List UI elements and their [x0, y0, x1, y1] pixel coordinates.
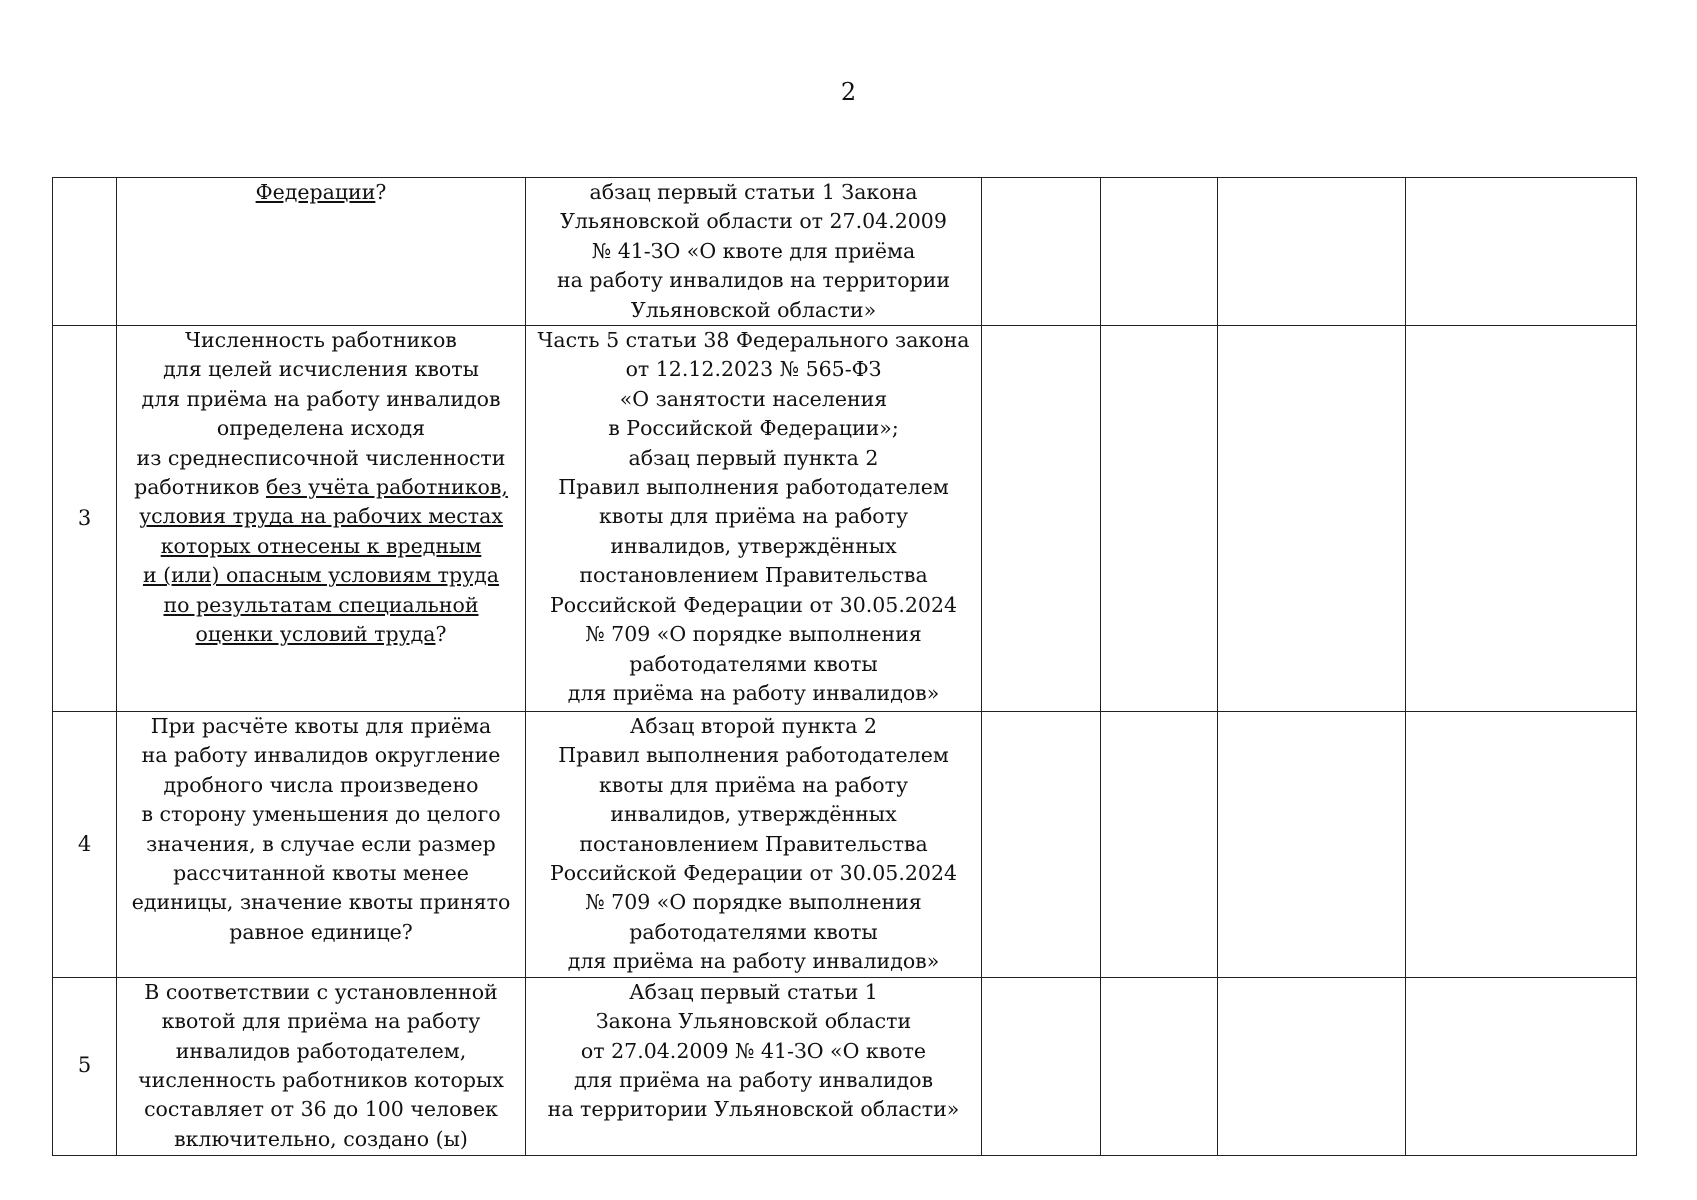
answer-cell	[982, 977, 1101, 1155]
answer-cell	[1101, 712, 1218, 978]
answer-cell	[1406, 326, 1637, 712]
table-row	[53, 326, 1637, 712]
question-line-text: значения, в случае если размер	[146, 831, 496, 856]
question-line	[121, 888, 521, 917]
question-line-text: Численность работников	[185, 328, 457, 353]
question-line-text: условия труда на рабочих местах	[139, 504, 503, 529]
question-line	[121, 859, 521, 888]
legal-basis-line: Ульяновской области»	[630, 297, 877, 322]
answer-cell	[1406, 178, 1637, 326]
legal-basis-line: Ульяновской области от 27.04.2009	[560, 209, 947, 234]
legal-basis-line: на территории Ульяновской области»	[547, 1097, 960, 1122]
question-line-text: и (или) опасным условиям труда	[142, 563, 500, 588]
question-line-text: Федерации	[255, 180, 376, 204]
answer-cell	[1406, 712, 1637, 978]
legal-basis-line: Закона Ульяновской области	[595, 1009, 912, 1034]
checklist-table	[52, 177, 1637, 1156]
legal-basis-line: № 709 «О порядке выполнения	[585, 622, 922, 647]
question-line-text: которых отнесены к вредным	[160, 533, 482, 558]
question-line-text: на работу инвалидов округление	[141, 743, 501, 768]
legal-basis-line: для приёма на работу инвалидов»	[567, 680, 940, 705]
question-cell	[117, 712, 526, 978]
question-line-text: В соответствии с установленной	[144, 979, 498, 1004]
legal-basis-line: Абзац второй пункта 2	[629, 714, 878, 739]
table-row	[53, 178, 1637, 326]
question-line	[121, 502, 521, 531]
legal-basis-line: Российской Федерации от 30.05.2024	[549, 861, 958, 886]
question-line	[121, 591, 521, 620]
question-line-text: единицы, значение квоты принято	[131, 890, 511, 915]
answer-cell	[1218, 977, 1406, 1155]
question-line	[121, 1007, 521, 1036]
question-line-text: численность работников которых	[138, 1067, 504, 1092]
question-line	[121, 473, 521, 502]
question-cell	[117, 977, 526, 1155]
question-line-text: дробного числа произведено	[163, 772, 479, 797]
question-line	[121, 1037, 521, 1066]
table-row	[53, 977, 1637, 1155]
row-number: 3	[53, 326, 117, 712]
answer-cell	[1406, 977, 1637, 1155]
legal-basis-cell	[526, 977, 982, 1155]
legal-basis-line: от 27.04.2009 № 41-ЗО «О квоте	[580, 1038, 927, 1063]
answer-cell	[1218, 712, 1406, 978]
question-line-suffix: ?	[435, 622, 447, 647]
question-line	[121, 1125, 521, 1154]
question-line	[121, 178, 521, 207]
question-line	[121, 978, 521, 1007]
question-line-text: определена исходя	[216, 416, 426, 441]
legal-basis-line: инвалидов, утверждённых	[610, 533, 897, 558]
question-line-text: для целей исчисления квоты	[163, 357, 479, 382]
row-number: 4	[53, 712, 117, 978]
question-line	[121, 712, 521, 741]
question-line	[121, 385, 521, 414]
legal-basis-cell	[526, 712, 982, 978]
legal-basis-line: в Российской Федерации»;	[608, 416, 899, 441]
legal-basis-line: Правил выполнения работодателем	[558, 475, 949, 500]
legal-basis-cell	[526, 326, 982, 712]
legal-basis-line: на работу инвалидов на территории	[556, 268, 951, 293]
legal-basis-line: постановлением Правительства	[579, 831, 928, 856]
legal-basis-line: Российской Федерации от 30.05.2024	[549, 592, 958, 617]
legal-basis-line: абзац первый пункта 2	[628, 445, 879, 470]
question-line	[121, 771, 521, 800]
question-line-text: по результатам специальной	[163, 592, 479, 617]
legal-basis-line: работодателями квоты	[629, 919, 878, 944]
question-line	[121, 741, 521, 770]
answer-cell	[982, 712, 1101, 978]
question-line	[121, 800, 521, 829]
question-line-text: При расчёте квоты для приёма	[150, 714, 492, 739]
legal-basis-line: для приёма на работу инвалидов	[574, 1067, 933, 1092]
answer-cell	[1101, 178, 1218, 326]
legal-basis-line: для приёма на работу инвалидов»	[567, 949, 940, 974]
question-line	[121, 326, 521, 355]
page-number: 2	[840, 78, 857, 106]
answer-cell	[1218, 326, 1406, 712]
legal-basis-line: Правил выполнения работодателем	[558, 743, 949, 768]
table-row	[53, 712, 1637, 978]
question-line-text: равное единице?	[229, 919, 413, 944]
legal-basis-line: квоты для приёма на работу	[598, 504, 909, 529]
question-line	[121, 830, 521, 859]
answer-cell	[982, 326, 1101, 712]
question-line	[121, 532, 521, 561]
legal-basis-line: от 12.12.2023 № 565-ФЗ	[625, 357, 882, 382]
answer-cell	[1101, 977, 1218, 1155]
question-line	[121, 918, 521, 947]
question-line	[121, 1066, 521, 1095]
question-line-text: для приёма на работу инвалидов	[141, 386, 501, 411]
question-line-text: в сторону уменьшения до целого	[141, 802, 501, 827]
legal-basis-line: постановлением Правительства	[579, 563, 928, 588]
legal-basis-line: № 41-ЗО «О квоте для приёма	[591, 238, 916, 263]
question-line-text: рассчитанной квоты менее	[173, 861, 469, 886]
legal-basis-line: № 709 «О порядке выполнения	[585, 890, 922, 915]
legal-basis-line: работодателями квоты	[629, 651, 878, 676]
legal-basis-cell	[526, 178, 982, 326]
question-line-prefix: работников	[134, 475, 266, 500]
question-line-suffix: ?	[375, 180, 387, 204]
legal-basis-line: абзац первый статьи 1 Закона	[589, 180, 918, 204]
answer-cell	[982, 178, 1101, 326]
question-line-text: оценки условий труда	[195, 622, 436, 647]
question-line-text: инвалидов работодателем,	[175, 1038, 467, 1063]
question-line	[121, 355, 521, 384]
question-line	[121, 444, 521, 473]
question-cell	[117, 326, 526, 712]
question-line-text: из среднесписочной численности	[136, 445, 506, 470]
row-number: 5	[53, 977, 117, 1155]
legal-basis-line: инвалидов, утверждённых	[610, 802, 897, 827]
question-line	[121, 561, 521, 590]
legal-basis-line: Абзац первый статьи 1	[629, 979, 878, 1004]
legal-basis-line: «О занятости населения	[619, 386, 888, 411]
answer-cell	[1218, 178, 1406, 326]
legal-basis-line: квоты для приёма на работу	[598, 772, 909, 797]
question-line	[121, 620, 521, 649]
question-line-text: составляет от 36 до 100 человек	[144, 1097, 498, 1122]
question-line	[121, 414, 521, 443]
question-cell	[117, 178, 526, 326]
question-line-text: квотой для приёма на работу	[161, 1009, 481, 1034]
row-number	[53, 178, 117, 326]
answer-cell	[1101, 326, 1218, 712]
legal-basis-line: Часть 5 статьи 38 Федерального закона	[537, 328, 970, 353]
question-line-text: включительно, создано (ы)	[174, 1126, 468, 1151]
question-line	[121, 1095, 521, 1124]
question-line-text: без учёта работников,	[266, 475, 508, 500]
